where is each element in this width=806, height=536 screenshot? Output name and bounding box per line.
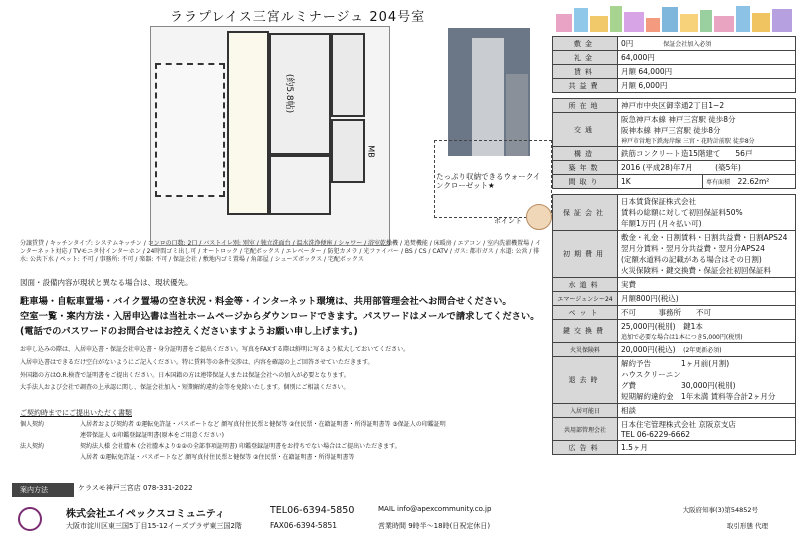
- store-contact: ケラスモ神戸三宮店 078-331-2022: [78, 484, 193, 492]
- application-notes: [20, 344, 548, 395]
- notice-line: 空室一覧・案内方法・入居申込書は当社ホームページからダウンロードできます。パスワードはメールで請求してください。: [20, 311, 540, 322]
- company-fax: FAX06-6394-5851: [270, 521, 338, 530]
- spec-key: 広告料: [553, 441, 618, 455]
- spec-value: 月額 6,000円: [618, 79, 796, 93]
- equipment-list: 分譲賃貸 / キッチンタイプ: システムキッチン / コンロの口数: 2口 / バストイレ別: 別室 / 独立洗面台 / 温水洗浄便座 / シャワー / 浴室乾燥機 / 追焚機能 / 床暖房 / エアコン / 室内洗濯機置場 / インターネット対応 / TVモニタ付インターホン / 24時間ゴミ出し可 / オートロック / 宅配ボックス / エレベーター / 防犯カメラ / 光ファイバー / BS / CS / CATV / ガス: 都市ガス / 水道: 公営 / 排水: 公共下水 / ペット: 不可 / 事務所: 不可 / 楽器: 不可 / 保証会社 / 敷地内ゴミ置場 / 角部屋 / シューズボックス / 宅配ボックス: [20, 240, 541, 263]
- spec-row-shikikin: [553, 37, 796, 51]
- business-hours: 営業時間 9時半〜18時(日祝定休日): [378, 522, 491, 530]
- spec-value: 相談: [618, 404, 796, 418]
- spec-key: 賃料: [553, 65, 618, 79]
- spec-value: 鉄筋コンクリート造15階建て 56戸: [618, 147, 796, 161]
- intro-method-tag: 案内方法: [12, 483, 74, 497]
- spec-value: 25,000円(税別) 鍵1本 追加で必要な場合は1本につき5,000円(税別): [618, 320, 796, 343]
- spec-value: 月額800円(税込): [618, 292, 796, 306]
- spec-value: 1.5ヶ月: [618, 441, 796, 455]
- spec-key: 築年数: [553, 161, 618, 175]
- disclaimer-caption: 図面・設備内容が現状と異なる場合は、現状優先。: [20, 278, 193, 287]
- spec-row-kyoeki: [553, 79, 796, 93]
- company-tel: TEL06-6394-5850: [270, 505, 355, 516]
- doc-line: 入居者および契約者 ①運転免許証・パスポートなど 顔写真付住民票と健保等 ②住民票・在籍証明書・所得証明書等 ③保証人の印鑑証明: [80, 421, 446, 428]
- spec-key: 退去時: [553, 357, 618, 404]
- spec-key: 共益費: [553, 79, 618, 93]
- notice-block: [20, 294, 548, 339]
- closet-note: たっぷり収納できるウォークインクローゼット★: [436, 172, 541, 190]
- spec-row-moveout: [553, 357, 796, 404]
- spec-row-address: [553, 99, 796, 113]
- spec-key: 構造: [553, 147, 618, 161]
- spec-value: 0円 保証会社加入必須: [618, 37, 796, 51]
- doc-line: 連帯保証人 ①印鑑登録証明書(原本をご用意ください): [80, 432, 224, 439]
- required-documents: [20, 408, 550, 463]
- toilet: [331, 119, 365, 183]
- kitchen: [269, 155, 331, 215]
- spec-key: ペット: [553, 306, 618, 320]
- spec-value: 阪急神戸本線 神戸三宮駅 徒歩8分 阪神本線 神戸三宮駅 徒歩8分 神戸市営地下鉄海岸線 三宮・花時計前駅 徒歩8分: [618, 113, 796, 147]
- spec-value: 2016 (平成28)年7月 (築5年): [618, 161, 796, 175]
- spec-value: 実費: [618, 278, 796, 292]
- bathroom: [331, 33, 365, 117]
- notice-line: 駐車場・自転車置場・バイク置場の空き状況・料金等・インターネット環境は、共用部管理会社へお問合せください。: [20, 296, 512, 307]
- spec-row-reikin: [553, 51, 796, 65]
- personal-contract-label: 個人契約: [20, 421, 45, 428]
- note-line: お申し込みの際は、入居申込書・保証会社申込書・身分証明書をご提出ください。写真をFAXする際は鮮明に写るよう拡大しておいてください。: [20, 346, 410, 353]
- documents-heading: ご契約時までにご提出いただく書類: [20, 409, 132, 417]
- spec-row-movein: [553, 404, 796, 418]
- room-size-label: (約5.8帖): [284, 73, 295, 114]
- footer: [12, 483, 798, 533]
- spec-key: 鍵交換費: [553, 320, 618, 343]
- company-name: 株式会社エイペックスコミュニティ: [66, 509, 225, 520]
- building-photo: [448, 28, 530, 156]
- spec-key: 礼金: [553, 51, 618, 65]
- spec-row-chinryo: [553, 65, 796, 79]
- company-address: 大阪市淀川区東三国5丁目15-12イーズプラザ東三国2階: [66, 522, 242, 530]
- spec-value: 20,000円(税込) (2年更新必須): [618, 343, 796, 357]
- spec-key: 交通: [553, 113, 618, 147]
- doc-line: 入居者 ①運転免許証・パスポートなど 顔写真付住民票と健保等 ②住民票・在籍証明書・所得証明書等: [80, 454, 355, 461]
- spec-area: 専有面積 22.62m²: [703, 175, 796, 189]
- spec-key: 火災保険料: [553, 343, 618, 357]
- notice-line: (電話でのパスワードのお問合せはお控えくださいますようお願い申し上げます。): [20, 326, 358, 337]
- spec-row-layout: [553, 175, 796, 189]
- point-mascot-icon: [526, 204, 552, 230]
- spec-row-guarantor: [553, 195, 796, 231]
- spec-row-built: [553, 161, 796, 175]
- company-logo-icon: [18, 507, 42, 531]
- mb-label: MB: [366, 145, 376, 158]
- spec-key: 水道料: [553, 278, 618, 292]
- note-line: 外国籍の方はO.R.検査で証明書をご提出ください。日本国籍の方は連帯保証人または保証会社への加入が必要となります。: [20, 371, 350, 379]
- spec-key: 敷金: [553, 37, 618, 51]
- spec-row-common-mgmt: [553, 418, 796, 441]
- spec-row-water: [553, 278, 796, 292]
- spec-table: [552, 36, 796, 455]
- spec-key: エマージェンシー24: [553, 292, 618, 306]
- spec-value: 日本住宅管理株式会社 京阪京支店 TEL 06-6229-6662: [618, 418, 796, 441]
- spec-value: 解約予告 1ヶ月前(月割) ハウスクリーニング費 30,000円(税別) 短期解約違約金 1年未満 賃料等合計2ヶ月分: [618, 357, 796, 404]
- balcony: [155, 63, 225, 197]
- spec-value: 不可 事務所 不可: [618, 306, 796, 320]
- spec-value: 神戸市中央区御幸通2丁目1−2: [618, 99, 796, 113]
- license-number: 大阪府知事(3)第54852号: [682, 506, 758, 514]
- spec-value: 64,000円: [618, 51, 796, 65]
- transaction-mode: 取引形態 代理: [726, 522, 768, 530]
- note-line: 大手法人および会社で調査の上承認に関し、保証会社加入・短期解約違約金等を免除いたします。個別にご相談ください。: [20, 384, 350, 392]
- spec-row-access: [553, 113, 796, 147]
- spec-row-ad-fee: [553, 441, 796, 455]
- spec-key: 保証会社: [553, 195, 618, 231]
- doc-line: 契約法人様 会社謄本 (会社謄本より①②の全部事項証明書) 印鑑登録証明書をお持ちでない場合はご提出いただきます。: [80, 443, 401, 450]
- spec-row-pet: [553, 306, 796, 320]
- spec-key: 共用部管理会社: [553, 418, 618, 441]
- spec-key: 所在地: [553, 99, 618, 113]
- point-label: ポイント: [494, 217, 522, 225]
- company-mail[interactable]: MAIL info@apexcommunity.co.jp: [378, 505, 492, 513]
- spec-value: 日本賃貸保証株式会社 賃料の総額に対して初回保証料50% 年額1万円 (月々払い可): [618, 195, 796, 231]
- living-room: [227, 31, 269, 215]
- floor-plan: [150, 26, 390, 246]
- building-tower: [472, 38, 504, 156]
- closet-area: [269, 33, 331, 155]
- spec-row-key: [553, 320, 796, 343]
- spec-key: 初期費用: [553, 231, 618, 278]
- page-title: ララプレイス三宮ルミナージュ 204号室: [170, 10, 426, 25]
- corporate-contract-label: 法人契約: [20, 443, 45, 450]
- spec-value: 月額 64,000円: [618, 65, 796, 79]
- spec-key: 間取り: [553, 175, 618, 189]
- spec-row-initial-cost: [553, 231, 796, 278]
- spec-key: 入居可能日: [553, 404, 618, 418]
- spec-value: 敷金・礼金・日割賃料・日割共益費・日割APS24 翌月分賃料・翌月分共益費・翌月分APS24 (定額水道料の記載がある場合はその日割) 火災保険料・鍵交換費・保証会社初回保証料: [618, 231, 796, 278]
- spec-row-emergency: [553, 292, 796, 306]
- spec-row-structure: [553, 147, 796, 161]
- spec-row-insurance: [553, 343, 796, 357]
- skyline-illustration: [556, 4, 792, 32]
- note-line: 入居申込書はできるだけ空白がないようにご記入ください。特に賃料等の条件交渉は、内容を確認の上ご回答させていただきます。: [20, 358, 374, 366]
- spec-value: 1K: [618, 175, 703, 189]
